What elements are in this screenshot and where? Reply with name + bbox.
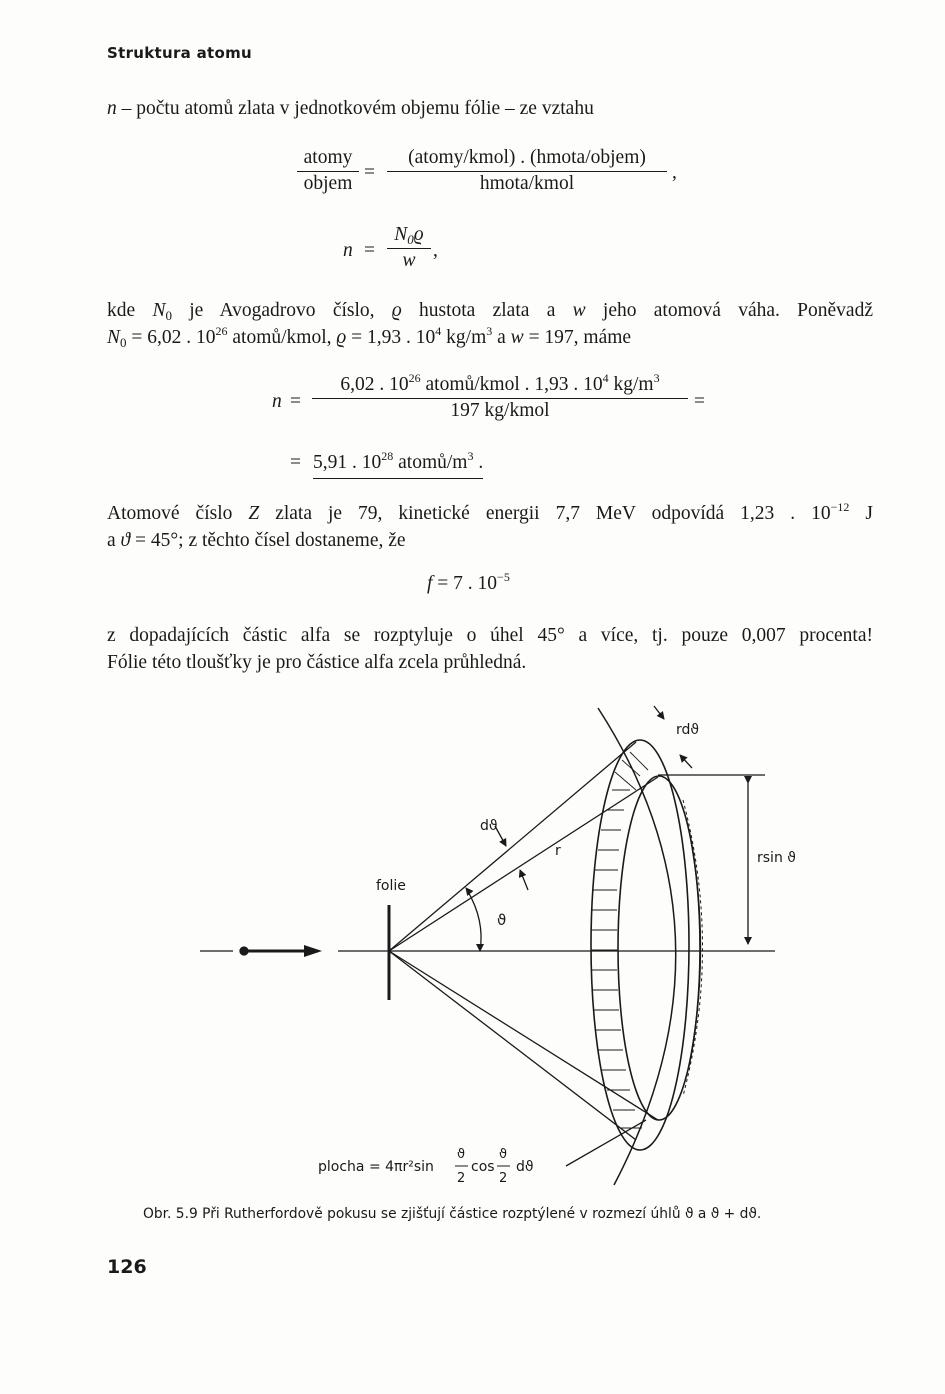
eq2-comma: , — [433, 240, 438, 261]
paragraph-conclusion-line2: Fólie této tloušťky je pro částice alfa zcela průhledná. — [107, 652, 527, 673]
eq2-lhs: n — [343, 240, 353, 261]
ring-right-band — [689, 830, 701, 1066]
svg-text:dϑ: dϑ — [516, 1159, 534, 1175]
svg-text:2: 2 — [457, 1171, 466, 1186]
paragraph-conclusion-line1: z dopadajících částic alfa se rozptyluje o úhel 45° a více, tj. pouze 0,007 procenta! — [107, 625, 873, 646]
label-area-formula: plocha = 4πr²sin — [318, 1159, 434, 1175]
eq3-result-equals: = — [290, 452, 301, 473]
svg-text:cos: cos — [471, 1159, 495, 1175]
eq1-comma: , — [672, 162, 677, 183]
ring-inner-ellipse — [618, 776, 700, 1120]
eq2-equals: = — [364, 240, 375, 261]
ring-outer-ellipse — [591, 740, 689, 1150]
eq3-equals-trailing: = — [694, 391, 705, 412]
label-folie: folie — [376, 878, 406, 894]
cone-line-outer-bottom — [389, 951, 636, 1140]
label-dtheta: dϑ — [480, 818, 498, 834]
page-number: 126 — [107, 1256, 147, 1278]
eq3-lhs: n — [272, 391, 282, 412]
ring-hatching — [591, 752, 648, 1128]
running-header: Struktura atomu — [107, 44, 253, 62]
eq4-result: f = 7 . $10^{-5}$ — [427, 570, 510, 594]
cone-line-outer-top — [389, 742, 636, 951]
alpha-particle-dot — [240, 947, 248, 955]
figure-caption: Obr. 5.9 Při Rutherfordově pokusu se zjišťují částice rozptýlené v rozmezí úhlů ϑ a ϑ + dϑ. — [143, 1206, 762, 1222]
svg-text:2: 2 — [499, 1171, 508, 1186]
label-theta: ϑ — [497, 911, 507, 929]
eq3-fraction: 6,02 . $10^{26}$ atomů/kmol . 1,93 . $10^4$ $kg/m^3$ 197 kg/kmol — [312, 374, 688, 422]
paragraph-avogadro-line2: $N_0 = 6,02$ . $10^{26}$ atomů/kmol, ϱ = 1,93 . $10^4$ $kg/m^3$ a w = 197, máme — [107, 324, 632, 350]
eq1-lhs-fraction: atomy objem — [297, 147, 359, 195]
label-rsintheta: rsin ϑ — [757, 850, 796, 866]
paragraph-energy-line2: a ϑ = 45°; z těchto čísel dostaneme, že — [107, 530, 406, 551]
svg-text:ϑ: ϑ — [499, 1147, 508, 1162]
paragraph-energy-line1: Atomové číslo Z zlata je 79, kinetické energii 7,7 MeV odpovídá 1,23 . $10^{-12}$ J — [107, 500, 873, 524]
cone-line-inner-bottom — [389, 951, 658, 1120]
sphere-arc — [598, 708, 676, 1185]
eq1-equals: = — [364, 162, 375, 183]
paragraph-avogadro-line1: kde $N_0$ je Avogadrovo číslo, ϱ hustota zlata a w jeho atomová váha. Poněvadž — [107, 300, 873, 323]
eq2-fraction: $N_0ϱ$ w — [387, 224, 431, 272]
eq3-equals: = — [290, 391, 301, 412]
svg-text:ϑ: ϑ — [457, 1147, 466, 1162]
label-rdtheta: rdϑ — [676, 722, 700, 738]
paragraph-intro: n – počtu atomů zlata v jednotkovém objemu fólie – ze vztahu — [107, 98, 594, 119]
eq3-result: 5,91 . $10^{28}$ atomů/$m^3$ . — [313, 452, 483, 479]
eq1-rhs-fraction: (atomy/kmol) . (hmota/objem) hmota/kmol — [387, 147, 667, 195]
label-r: r — [555, 843, 561, 859]
